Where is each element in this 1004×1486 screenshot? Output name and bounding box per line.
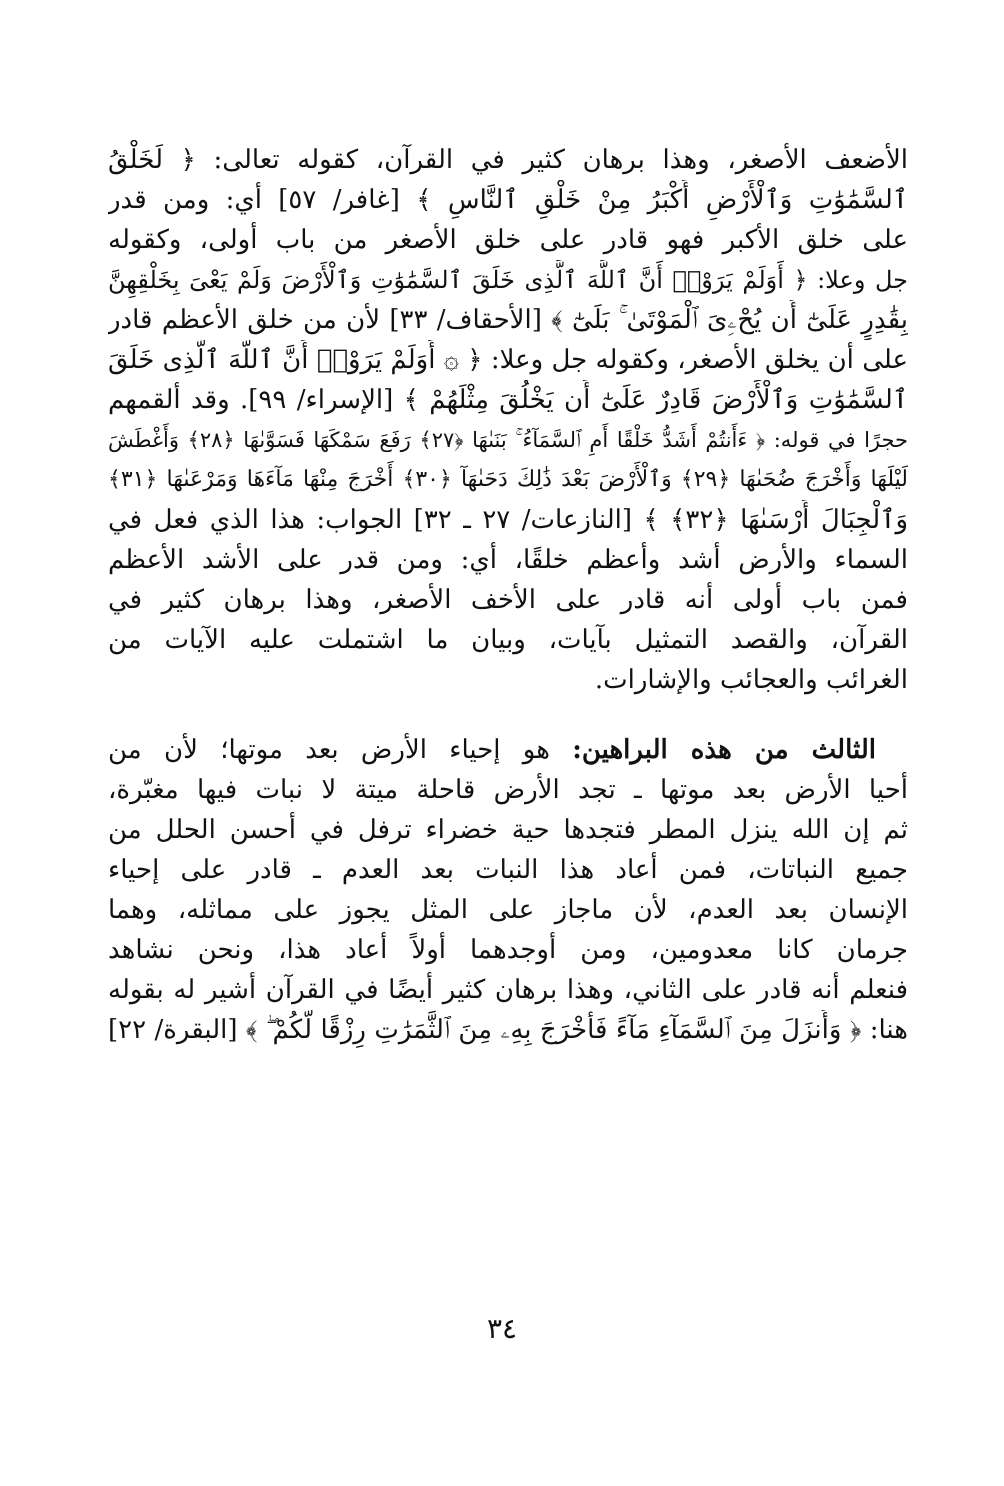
text-line: أحيا الأرض بعد موتها ـ تجد الأرض قاحلة ميتة لا نبات فيها مغبّرة، (108, 775, 908, 805)
text-line: على خلق الأكبر فهو قادر على خلق الأصغر من باب أولى، وكقوله (108, 225, 908, 255)
text-line: الغرائب والعجائب والإشارات. (594, 665, 908, 695)
text-line: فنعلم أنه قادر على الثاني، وهذا برهان كثير أيضًا في القرآن أشير له بقوله (108, 975, 908, 1005)
text-line: لَيْلَهَا وَأَخْرَجَ ضُحَىٰهَا ﴿٢٩﴾ وَٱلْأَرْضَ بَعْدَ ذَٰلِكَ دَحَىٰهَآ ﴿٣٠﴾ أَخْرَجَ مِنْهَا مَآءَهَا وَمَرْعَىٰهَا ﴿٣١﴾ (108, 467, 908, 492)
paragraph-1 (108, 140, 908, 700)
text-line (108, 730, 908, 770)
text-line: ثم إن الله ينزل المطر فتجدها حية خضراء ترفل في أحسن الحلل من (108, 815, 908, 845)
paragraph-2 (108, 730, 908, 1050)
text-line: الأضعف الأصغر، وهذا برهان كثير في القرآن، كقوله تعالى: ﴿ لَخَلْقُ (108, 145, 908, 175)
text-line: الإنسان بعد العدم، لأن ماجاز على المثل يجوز على مماثله، وهما (108, 895, 908, 925)
text-line: هنا: ﴿ وَأَنزَلَ مِنَ ٱلسَّمَآءِ مَآءً فَأَخْرَجَ بِهِۦ مِنَ ٱلثَّمَرَٰتِ رِزْقًا لَّكُمْ ۖ ﴾ [البقرة/ ٢٢] (108, 1015, 908, 1045)
text-line: جرمان كانا معدومين، ومن أوجدهما أولاً أعاد هذا، ونحن نشاهد (108, 935, 908, 965)
text-line: فمن باب أولى أنه قادر على الأخف الأصغر، وهذا برهان كثير في (108, 585, 908, 615)
text-line: جميع النباتات، فمن أعاد هذا النبات بعد العدم ـ قادر على إحياء (108, 855, 908, 885)
paragraph-gap (108, 700, 908, 730)
text-line: ٱلسَّمَٰوَٰتِ وَٱلْأَرْضِ أَكْبَرُ مِنْ خَلْقِ ٱلنَّاسِ ﴾ [غافر/ ٥٧] أي: ومن قدر (108, 185, 908, 215)
text-line: على أن يخلق الأصغر، وكقوله جل وعلا: ﴿ ۞ أَوَلَمْ يَرَوْا۟ أَنَّ ٱللَّهَ ٱلَّذِى خَلَقَ (108, 345, 908, 375)
text-line: حجرًا في قوله: ﴿ ءَأَنتُمْ أَشَدُّ خَلْقًا أَمِ ٱلسَّمَآءُ ۚ بَنَىٰهَا ﴿٢٧﴾ رَفَعَ سَمْكَهَا فَسَوَّىٰهَا ﴿٢٨﴾ وَأَغْطَشَ (108, 428, 908, 452)
text-line: جل وعلا: ﴿ أَوَلَمْ يَرَوْا۟ أَنَّ ٱللَّهَ ٱلَّذِى خَلَقَ ٱلسَّمَٰوَٰتِ وَٱلْأَرْضَ وَلَمْ يَعْىَ بِخَلْقِهِنَّ (108, 266, 908, 294)
text-line: ٱلسَّمَٰوَٰتِ وَٱلْأَرْضَ قَادِرٌ عَلَىٰٓ أَن يَخْلُقَ مِثْلَهُمْ ﴾ [الإسراء/ ٩٩]. وقد ألقمهم (108, 385, 908, 415)
text-line: السماء والأرض أشد وأعظم خلقًا، أي: ومن قدر على الأشد الأعظم (108, 545, 908, 575)
text-span: هو إحياء الأرض بعد موتها؛ لأن من (108, 735, 573, 765)
text-line: بِقَٰدِرٍ عَلَىٰٓ أَن يُحْۦِىَ ٱلْمَوْتَىٰ ۚ بَلَىٰٓ ﴾ [الأحقاف/ ٣٣] لأن من خلق الأعظم قادر (108, 305, 908, 335)
text-line: القرآن، والقصد التمثيل بآيات، وبيان ما اشتملت عليه الآيات من (108, 625, 908, 655)
section-lead: الثالث من هذه البراهين: (572, 735, 876, 765)
page-number: ٣٤ (486, 1312, 518, 1345)
page-body (108, 140, 908, 1050)
text-line: وَٱلْجِبَالَ أَرْسَىٰهَا ﴿٣٢﴾ ﴾ [النازعات/ ٢٧ ـ ٣٢] الجواب: هذا الذي فعل في (108, 505, 908, 535)
